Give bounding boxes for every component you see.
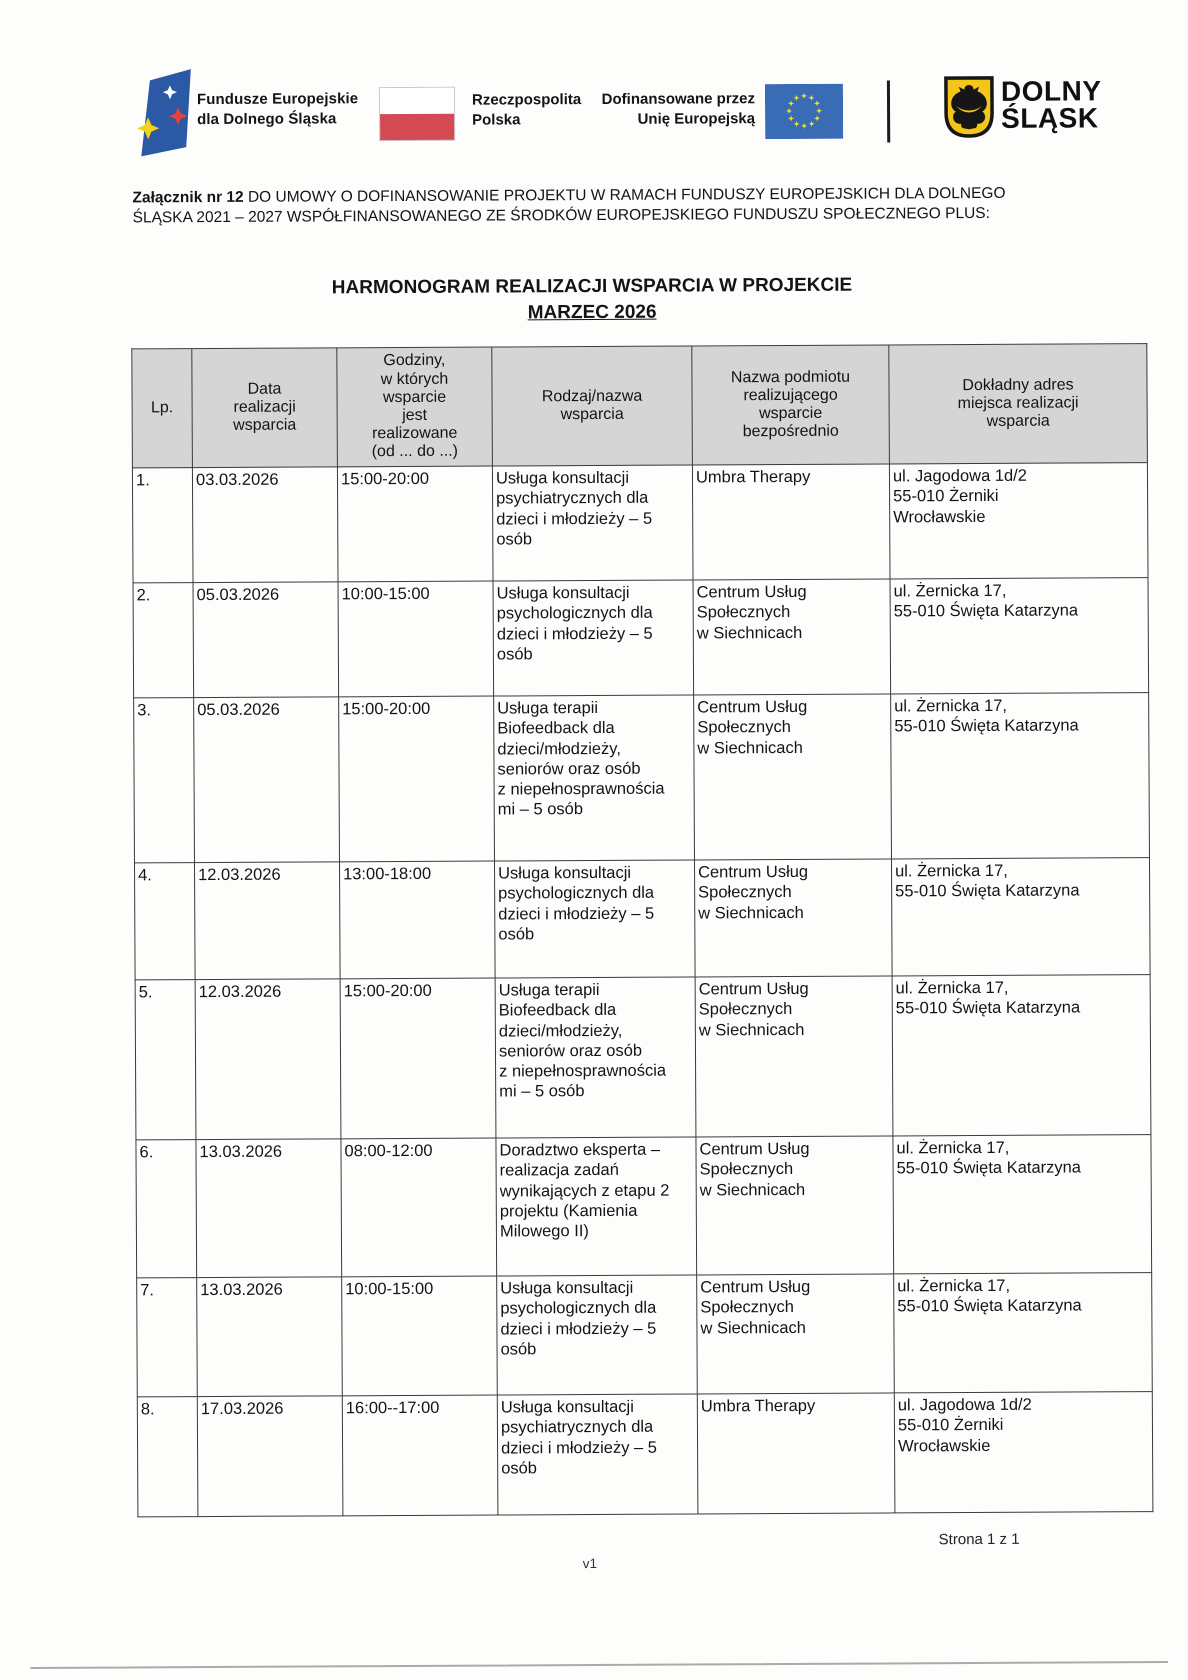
poland-flag-icon <box>379 87 455 141</box>
cell-lp: 8. <box>137 1397 198 1517</box>
cell-date: 13.03.2026 <box>196 1139 342 1278</box>
dolny-slask-crest-icon <box>943 75 995 139</box>
logo-strip <box>135 59 1116 164</box>
cell-address: ul. Żernicka 17, 55-010 Święta Katarzyna <box>892 975 1151 1136</box>
cell-type: Usługa konsultacji psychologicznych dla dzieci i młodzieży – 5 osób <box>497 1275 698 1395</box>
cell-entity: Centrum Usług Społecznych w Siechnicach <box>696 1136 894 1275</box>
cell-lp: 5. <box>135 980 196 1140</box>
cell-entity: Centrum Usług Społecznych w Siechnicach <box>693 579 891 695</box>
cell-type: Usługa konsultacji psychiatrycznych dla dzieci i młodzieży – 5 osób <box>497 1394 698 1515</box>
poland-flag-red-stripe <box>380 114 454 140</box>
title-line1: HARMONOGRAM REALIZACJI WSPARCIA W PROJEKCIE <box>331 274 853 299</box>
table-row <box>135 975 1151 1140</box>
schedule-table <box>131 343 1153 1517</box>
attachment-number: Załącznik nr 12 <box>132 188 244 207</box>
cell-type: Usługa konsultacji psychiatrycznych dla dzieci i młodzieży – 5 osób <box>492 465 693 581</box>
attachment-note <box>132 184 1064 230</box>
attachment-text: DO UMOWY O DOFINANSOWANIE PROJEKTU W RAMACH FUNDUSZY EUROPEJSKICH DLA DOLNEGO ŚLĄSKA 2021 – 2027 WSPÓŁFINANSOWANEGO ZE ŚRODKÓW EUROPEJSKIEGO FUNDUSZU SPOŁECZNEGO PLUS: <box>132 184 1006 227</box>
dolny-slask-label <box>1000 75 1102 135</box>
logo-separator-bar <box>887 80 890 142</box>
fundusze-europejskie-icon <box>137 66 194 162</box>
eu-flag-icon <box>765 84 843 139</box>
rzeczpospolita-polska-label <box>472 90 581 130</box>
table-row <box>132 463 1148 583</box>
cell-lp: 4. <box>134 863 195 980</box>
cell-entity: Centrum Usług Społecznych w Siechnicach <box>694 859 892 977</box>
cell-address: ul. Żernicka 17, 55-010 Święta Katarzyna <box>891 858 1150 976</box>
cell-type: Usługa terapii Biofeedback dla dzieci/młodzieży, seniorów oraz osób z niepełnosprawnościa mi – 5 osób <box>495 977 696 1138</box>
table-header-row <box>132 344 1148 468</box>
cell-address: ul. Żernicka 17, 55-010 Święta Katarzyna <box>891 693 1150 859</box>
title-month: MARZEC 2026 <box>527 301 657 323</box>
cell-lp: 3. <box>134 698 195 863</box>
cell-address: ul. Żernicka 17, 55-010 Święta Katarzyna <box>890 578 1149 694</box>
cell-date: 17.03.2026 <box>197 1396 343 1517</box>
cell-date: 05.03.2026 <box>193 582 339 698</box>
cell-date: 03.03.2026 <box>192 467 338 583</box>
header-data: Data realizacji wsparcia <box>192 348 338 468</box>
cell-entity: Centrum Usług Społecznych w Siechnicach <box>694 694 892 860</box>
table-row <box>133 578 1149 698</box>
version-label: v1 <box>582 1555 597 1572</box>
cell-time: 15:00-20:00 <box>339 696 495 862</box>
cell-time: 10:00-15:00 <box>338 581 494 697</box>
cell-lp: 7. <box>137 1278 198 1397</box>
cell-type: Usługa terapii Biofeedback dla dzieci/młodzieży, seniorów oraz osób z niepełnosprawnościa mi – 5 osób <box>494 695 695 861</box>
cell-time: 15:00-20:00 <box>337 466 493 582</box>
page-number: Strona 1 z 1 <box>938 1530 1020 1549</box>
cell-lp: 1. <box>132 468 193 583</box>
dolny-slask-line2: ŚLĄSK <box>1001 102 1099 135</box>
cell-date: 13.03.2026 <box>197 1277 343 1397</box>
header-godziny: Godziny, w których wsparcie jest realizowane (od ... do ...) <box>337 347 493 467</box>
header-lp: Lp. <box>132 349 193 468</box>
cell-time: 15:00-20:00 <box>340 978 496 1139</box>
document-title <box>0 271 1186 329</box>
cell-address: ul. Jagodowa 1d/2 55-010 Żerniki Wrocławskie <box>894 1392 1153 1513</box>
cell-lp: 2. <box>133 583 194 698</box>
table-row <box>137 1392 1153 1517</box>
dolny-slask-line1: DOLNY <box>1000 75 1102 107</box>
cell-lp: 6. <box>136 1140 197 1278</box>
cell-entity: Umbra Therapy <box>692 464 890 580</box>
scan-edge-line <box>30 1661 1168 1669</box>
cell-address: ul. Żernicka 17, 55-010 Święta Katarzyna <box>894 1273 1153 1393</box>
cell-time: 08:00-12:00 <box>341 1138 497 1277</box>
table-row <box>136 1135 1152 1278</box>
rzeczpospolita-line2: Polska <box>472 110 521 129</box>
fundusze-europejskie-label <box>197 89 358 129</box>
table-row <box>137 1273 1153 1397</box>
header-podmiot: Nazwa podmiotu realizującego wsparcie bezpośrednio <box>692 345 890 465</box>
cell-entity: Centrum Usług Społecznych w Siechnicach <box>695 976 893 1137</box>
dofinansowane-line2: Unię Europejską <box>637 109 756 128</box>
poland-flag-white-stripe <box>380 88 454 114</box>
cell-type: Usługa konsultacji psychologicznych dla dzieci i młodzieży – 5 osób <box>493 580 694 696</box>
cell-entity: Centrum Usług Społecznych w Siechnicach <box>697 1274 895 1394</box>
cell-time: 16:00--17:00 <box>342 1395 498 1516</box>
table-row <box>134 858 1150 980</box>
fundusze-europejskie-line1: Fundusze Europejskie <box>196 90 359 109</box>
cell-type: Usługa konsultacji psychologicznych dla dzieci i młodzieży – 5 osób <box>494 860 695 978</box>
cell-date: 12.03.2026 <box>194 862 340 980</box>
table-row <box>134 693 1150 863</box>
dofinansowane-label <box>575 89 755 129</box>
cell-address: ul. Jagodowa 1d/2 55-010 Żerniki Wrocławskie <box>889 463 1148 579</box>
header-adres: Dokładny adres miejsca realizacji wsparcia <box>889 344 1148 464</box>
cell-date: 12.03.2026 <box>195 979 341 1140</box>
cell-time: 10:00-15:00 <box>342 1276 498 1396</box>
header-rodzaj: Rodzaj/nazwa wsparcia <box>492 346 693 466</box>
cell-type: Doradztwo eksperta – realizacja zadań wynikających z etapu 2 projektu (Kamienia Milowego II) <box>496 1137 697 1276</box>
cell-time: 13:00-18:00 <box>339 861 495 979</box>
fundusze-europejskie-line2: dla Dolnego Śląska <box>197 109 337 128</box>
cell-date: 05.03.2026 <box>194 697 340 863</box>
cell-entity: Umbra Therapy <box>697 1393 895 1514</box>
cell-address: ul. Żernicka 17, 55-010 Święta Katarzyna <box>893 1135 1152 1274</box>
dofinansowane-line1: Dofinansowane przez <box>601 90 756 108</box>
rzeczpospolita-line1: Rzeczpospolita <box>471 91 582 109</box>
